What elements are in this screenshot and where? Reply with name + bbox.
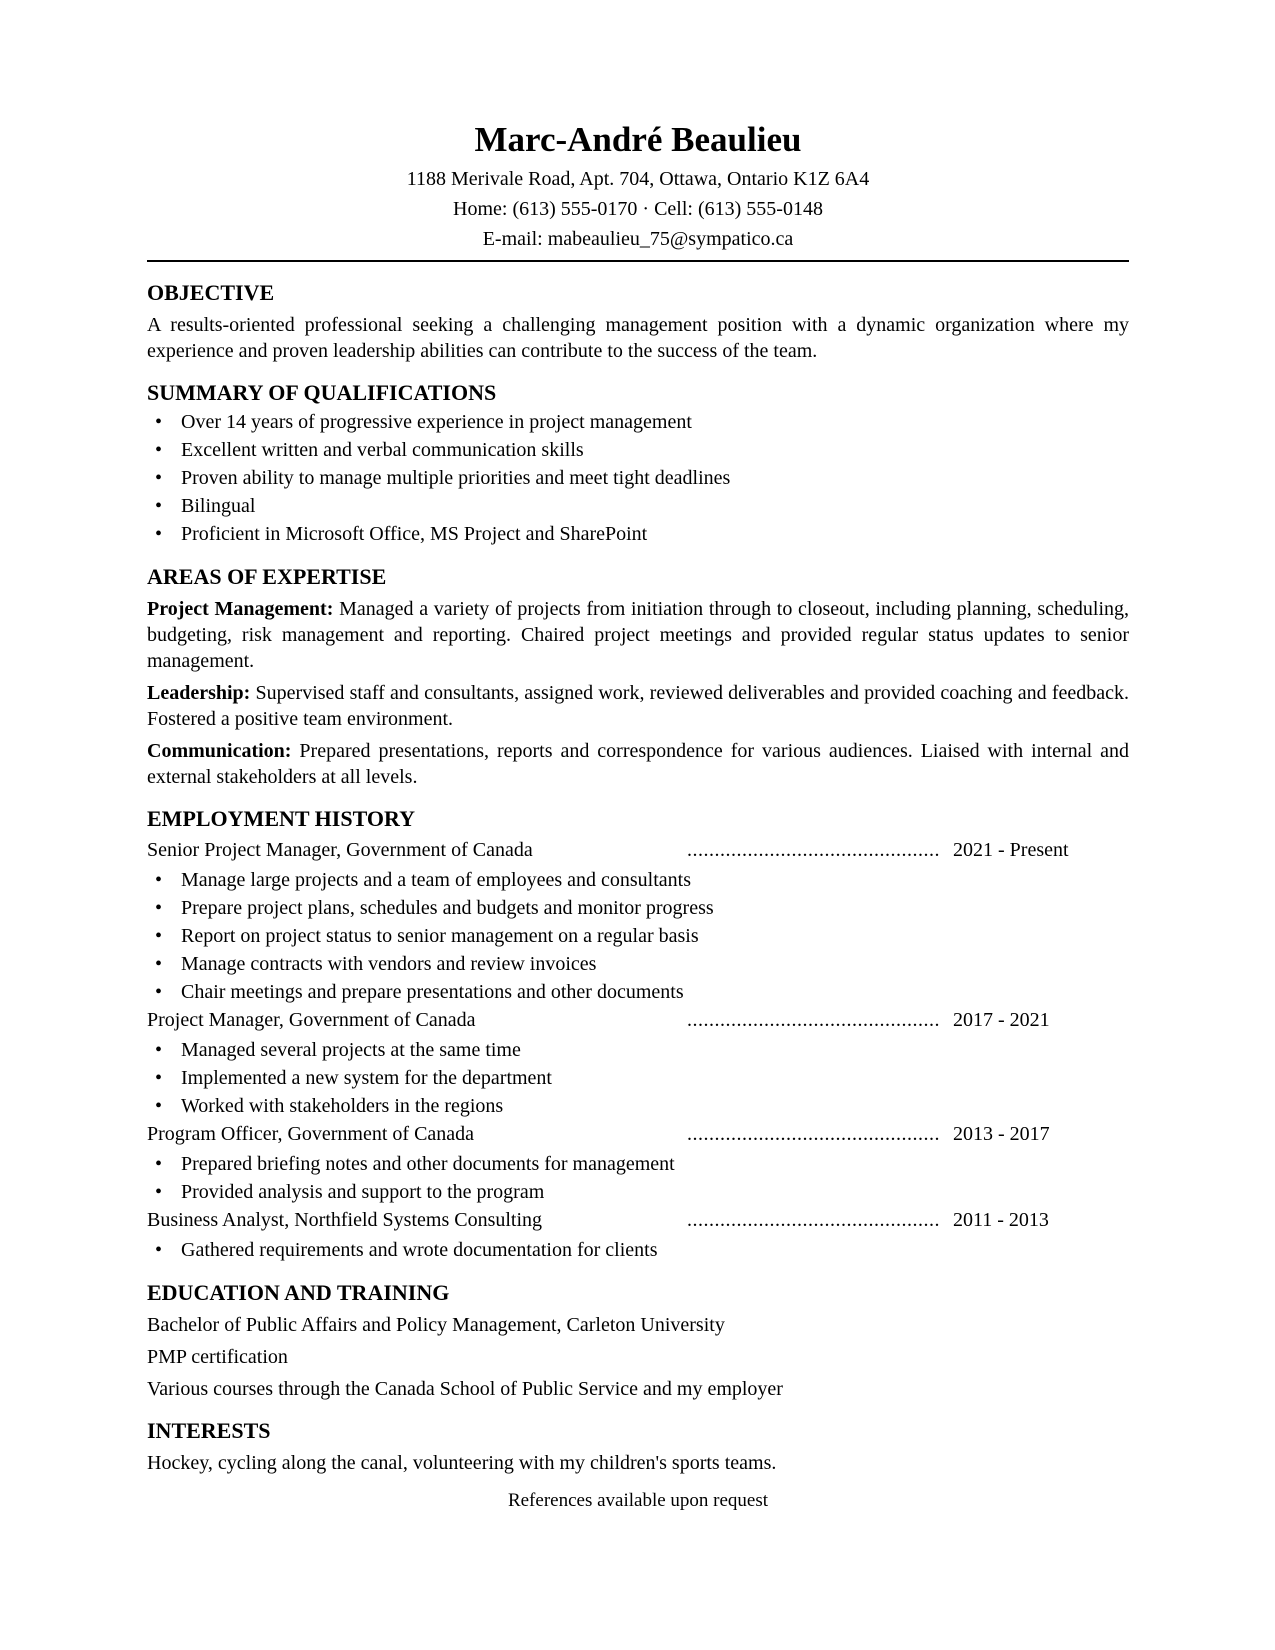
bullet-icon: • xyxy=(155,925,163,947)
job-duties xyxy=(147,1036,1129,1120)
list-item: • Implemented a new system for the department xyxy=(147,1064,1129,1092)
qualifications-section xyxy=(147,378,1129,548)
bullet-icon: • xyxy=(155,411,163,433)
job-dates: 2017 - 2021 xyxy=(953,1009,1050,1031)
job-title: Senior Project Manager, Government of Canada xyxy=(147,839,533,861)
job-title: Program Officer, Government of Canada xyxy=(147,1123,475,1145)
job-heading xyxy=(147,1006,1129,1036)
list-item: • Prepared briefing notes and other documents for management xyxy=(147,1150,1129,1178)
employment-section xyxy=(147,804,1129,1264)
job-dates: 2013 - 2017 xyxy=(953,1123,1050,1145)
objective-text: A results-oriented professional seeking a challenging management position with a dynamic organization where my experience and proven leadership abilities can contribute to the success of the team. xyxy=(147,314,1129,362)
dot-leader: .............................................. xyxy=(687,1009,940,1031)
email-line: E-mail: mabeaulieu_75@sympatico.ca xyxy=(482,228,794,250)
job-title: Business Analyst, Northfield Systems Consulting xyxy=(147,1209,543,1231)
education-title: EDUCATION AND TRAINING xyxy=(147,1280,450,1305)
expertise-label: Communication: xyxy=(147,740,292,762)
education-item: Various courses through the Canada School of Public Service and my employer xyxy=(147,1378,783,1400)
dot-leader: .............................................. xyxy=(687,1209,940,1231)
expertise-title: AREAS OF EXPERTISE xyxy=(147,564,387,589)
list-item: • Manage contracts with vendors and review invoices xyxy=(147,950,1129,978)
education-item: PMP certification xyxy=(147,1346,288,1368)
list-item: • Provided analysis and support to the program xyxy=(147,1178,1129,1206)
list-item: • Chair meetings and prepare presentations and other documents xyxy=(147,978,1129,1006)
expertise-item: Project Management: Managed a variety of projects from initiation through to closeout, including planning, scheduling, budgeting, risk management and reporting. Chaired project meetings and provided regular status updates to senior management. xyxy=(147,598,1129,672)
bullet-icon: • xyxy=(155,523,163,545)
header-divider xyxy=(147,260,1129,262)
bullet-icon: • xyxy=(155,495,163,517)
interests-text: Hockey, cycling along the canal, volunteering with my children's sports teams. xyxy=(147,1452,777,1474)
list-item: • Manage large projects and a team of employees and consultants xyxy=(147,866,1129,894)
bullet-icon: • xyxy=(155,1039,163,1061)
bullet-icon: • xyxy=(155,1067,163,1089)
education-section xyxy=(147,1278,1129,1402)
resume-page xyxy=(147,110,1129,1514)
list-item: • Over 14 years of progressive experience in project management xyxy=(147,408,1129,436)
list-item: • Excellent written and verbal communication skills xyxy=(147,436,1129,464)
dot-leader: .............................................. xyxy=(687,1123,940,1145)
list-item: • Prepare project plans, schedules and budgets and monitor progress xyxy=(147,894,1129,922)
education-item: Bachelor of Public Affairs and Policy Management, Carleton University xyxy=(147,1314,725,1336)
resume-header xyxy=(147,120,1129,254)
candidate-name: Marc-André Beaulieu xyxy=(474,120,802,159)
dot-leader: .............................................. xyxy=(687,839,940,861)
address-line: 1188 Merivale Road, Apt. 704, Ottawa, Ontario K1Z 6A4 xyxy=(406,168,870,190)
list-item: • Report on project status to senior management on a regular basis xyxy=(147,922,1129,950)
interests-section xyxy=(147,1416,1129,1476)
job-dates: 2011 - 2013 xyxy=(953,1209,1049,1231)
job-heading xyxy=(147,1120,1129,1150)
bullet-icon: • xyxy=(155,1153,163,1175)
list-item: • Managed several projects at the same time xyxy=(147,1036,1129,1064)
bullet-icon: • xyxy=(155,1239,163,1261)
job-heading xyxy=(147,1206,1129,1236)
objective-section xyxy=(147,278,1129,364)
bullet-icon: • xyxy=(155,897,163,919)
list-item: • Bilingual xyxy=(147,492,1129,520)
expertise-item: Leadership: Supervised staff and consultants, assigned work, reviewed deliverables and provided coaching and feedback. Fostered a positive team environment. xyxy=(147,682,1129,730)
bullet-icon: • xyxy=(155,1095,163,1117)
bullet-icon: • xyxy=(155,439,163,461)
expertise-label: Leadership: xyxy=(147,682,251,704)
job-title: Project Manager, Government of Canada xyxy=(147,1009,476,1031)
bullet-icon: • xyxy=(155,981,163,1003)
job-dates: 2021 - Present xyxy=(953,839,1069,861)
job-duties xyxy=(147,1236,1129,1264)
qualifications-title: SUMMARY OF QUALIFICATIONS xyxy=(147,380,497,405)
list-item: • Proficient in Microsoft Office, MS Project and SharePoint xyxy=(147,520,1129,548)
objective-title: OBJECTIVE xyxy=(147,280,275,305)
interests-title: INTERESTS xyxy=(147,1418,271,1443)
employment-title: EMPLOYMENT HISTORY xyxy=(147,806,415,831)
job-heading xyxy=(147,836,1129,866)
expertise-section xyxy=(147,562,1129,790)
bullet-icon: • xyxy=(155,953,163,975)
qualifications-list xyxy=(147,408,1129,548)
bullet-icon: • xyxy=(155,1181,163,1203)
phone-line: Home: (613) 555-0170 · Cell: (613) 555-0148 xyxy=(453,198,823,220)
list-item: • Worked with stakeholders in the regions xyxy=(147,1092,1129,1120)
list-item: • Gathered requirements and wrote documentation for clients xyxy=(147,1236,1129,1264)
job-duties xyxy=(147,1150,1129,1206)
bullet-icon: • xyxy=(155,869,163,891)
references-note: References available upon request xyxy=(507,1490,769,1511)
job-duties xyxy=(147,866,1129,1006)
list-item: • Proven ability to manage multiple priorities and meet tight deadlines xyxy=(147,464,1129,492)
expertise-item: Communication: Prepared presentations, reports and correspondence for various audiences. Liaised with internal and external stakeholders at all levels. xyxy=(147,740,1129,788)
expertise-label: Project Management: xyxy=(147,598,334,620)
bullet-icon: • xyxy=(155,467,163,489)
